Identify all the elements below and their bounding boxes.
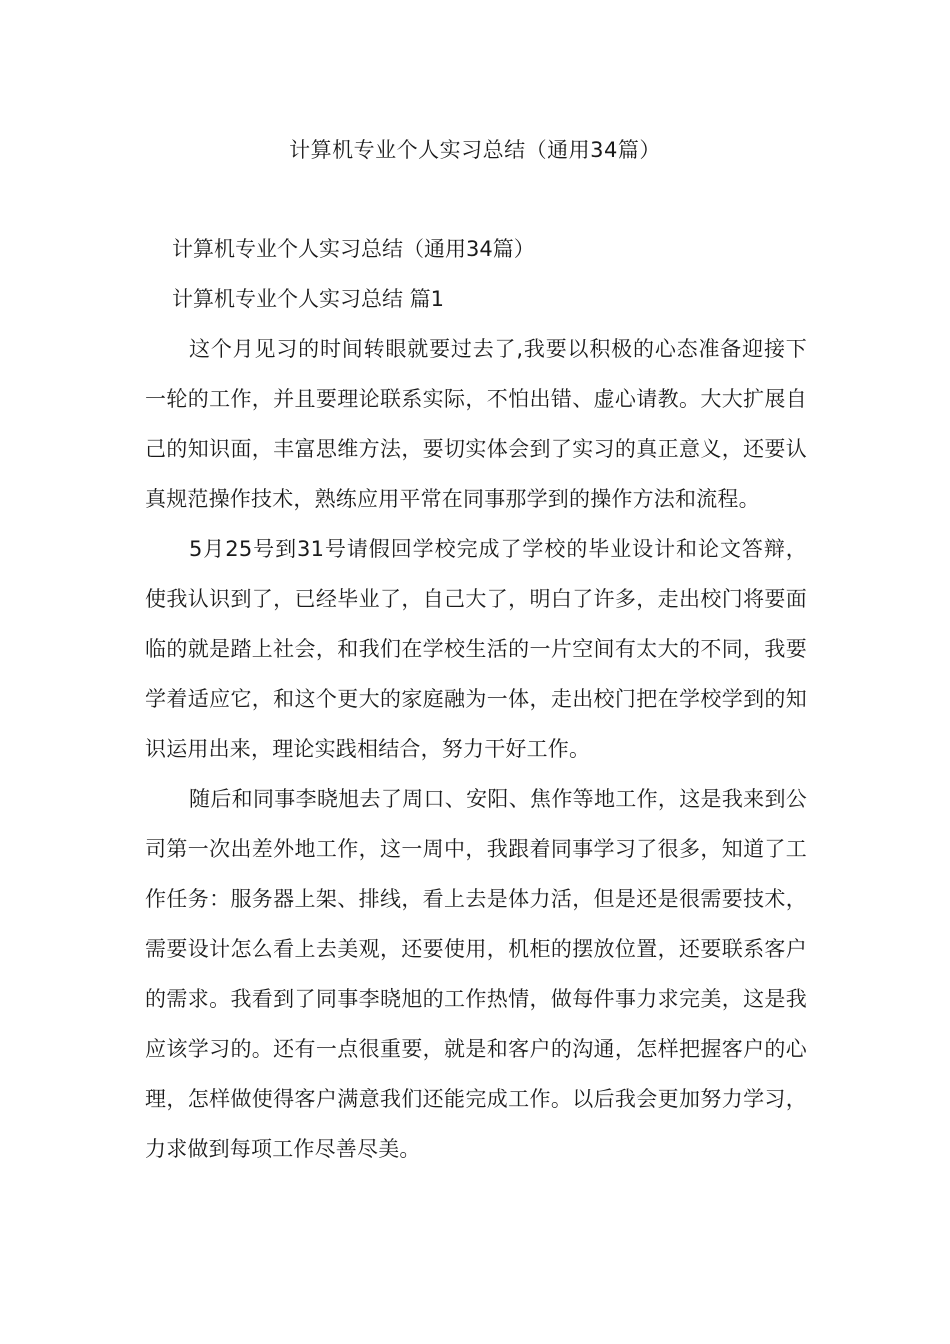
document-title: 计算机专业个人实习总结（通用34篇） (289, 138, 661, 162)
section-heading: 计算机专业个人实习总结 篇1 (172, 287, 445, 311)
paragraph-1: 这个月见习的时间转眼就要过去了,我要以积极的心态准备迎接下一轮的工作，并且要理论联系实际，不怕出错、虚心请教。大大扩展自己的知识面，丰富思维方法，要切实体会到了实习的真正意义，还要认真规范操作技术，熟练应用平常在同事那学到的操作方法和流程。 (145, 337, 807, 511)
document-body (145, 324, 807, 1174)
paragraph-3: 随后和同事李晓旭去了周口、安阳、焦作等地工作，这是我来到公司第一次出差外地工作，这一周中，我跟着同事学习了很多，知道了工作任务：服务器上架、排线，看上去是体力活，但是还是很需要技术，需要设计怎么看上去美观，还要使用，机柜的摆放位置，还要联系客户的需求。我看到了同事李晓旭的工作热情，做每件事力求完美，这是我应该学习的。还有一点很重要，就是和客户的沟通，怎样把握客户的心理，怎样做使得客户满意我们还能完成工作。以后我会更加努力学习，力求做到每项工作尽善尽美。 (145, 787, 807, 1161)
paragraph-2: 5月25号到31号请假回学校完成了学校的毕业设计和论文答辩，使我认识到了，已经毕业了，自己大了，明白了许多，走出校门将要面临的就是踏上社会，和我们在学校生活的一片空间有太大的不同，我要学着适应它，和这个更大的家庭融为一体，走出校门把在学校学到的知识运用出来，理论实践相结合，努力干好工作。 (145, 537, 807, 761)
document-subtitle: 计算机专业个人实习总结（通用34篇） (172, 237, 535, 261)
